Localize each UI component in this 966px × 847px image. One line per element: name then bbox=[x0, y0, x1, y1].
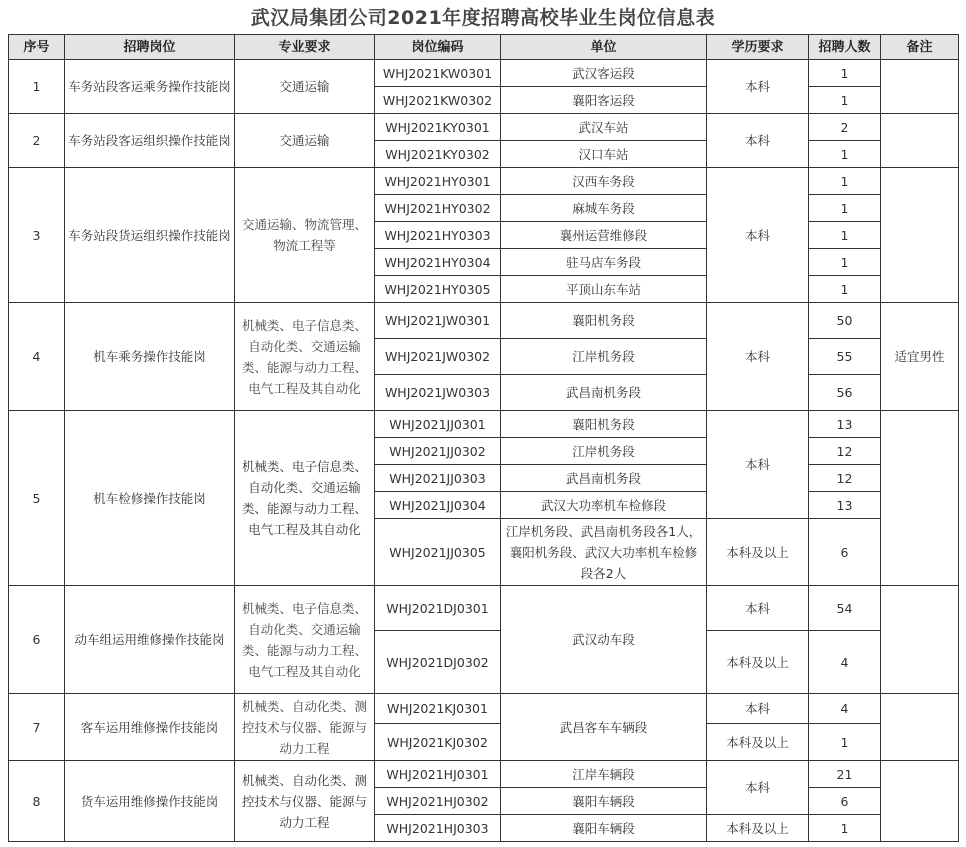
cell-unit: 襄阳机务段 bbox=[501, 303, 707, 339]
cell-count: 55 bbox=[809, 339, 881, 375]
cell-edu: 本科 bbox=[707, 60, 809, 114]
cell-code: WHJ2021JW0301 bbox=[375, 303, 501, 339]
cell-count: 12 bbox=[809, 438, 881, 465]
cell-count: 12 bbox=[809, 465, 881, 492]
cell-count: 4 bbox=[809, 631, 881, 694]
cell-note bbox=[881, 168, 959, 303]
cell-note bbox=[881, 411, 959, 586]
cell-edu: 本科及以上 bbox=[707, 631, 809, 694]
cell-edu: 本科 bbox=[707, 761, 809, 815]
cell-code: WHJ2021JJ0305 bbox=[375, 519, 501, 586]
cell-note bbox=[881, 761, 959, 842]
cell-unit: 襄阳客运段 bbox=[501, 87, 707, 114]
cell-code: WHJ2021JJ0302 bbox=[375, 438, 501, 465]
cell-edu: 本科 bbox=[707, 303, 809, 411]
table-row bbox=[9, 586, 959, 631]
cell-unit: 襄州运营维修段 bbox=[501, 222, 707, 249]
cell-major: 机械类、电子信息类、自动化类、交通运输类、能源与动力工程、电气工程及其自动化 bbox=[235, 303, 375, 411]
cell-code: WHJ2021JJ0304 bbox=[375, 492, 501, 519]
cell-unit: 武汉大功率机车检修段 bbox=[501, 492, 707, 519]
cell-seq: 7 bbox=[9, 694, 65, 761]
cell-code: WHJ2021KW0302 bbox=[375, 87, 501, 114]
cell-unit: 襄阳机务段 bbox=[501, 411, 707, 438]
cell-post: 客车运用维修操作技能岗 bbox=[65, 694, 235, 761]
cell-note: 适宜男性 bbox=[881, 303, 959, 411]
cell-code: WHJ2021KW0301 bbox=[375, 60, 501, 87]
header-edu: 学历要求 bbox=[707, 35, 809, 60]
cell-code: WHJ2021JW0302 bbox=[375, 339, 501, 375]
table-row bbox=[9, 60, 959, 87]
cell-unit: 襄阳车辆段 bbox=[501, 788, 707, 815]
cell-count: 2 bbox=[809, 114, 881, 141]
cell-unit: 平顶山东车站 bbox=[501, 276, 707, 303]
cell-count: 56 bbox=[809, 375, 881, 411]
cell-count: 1 bbox=[809, 168, 881, 195]
header-seq: 序号 bbox=[9, 35, 65, 60]
cell-note bbox=[881, 60, 959, 114]
table-row bbox=[9, 411, 959, 438]
header-post: 招聘岗位 bbox=[65, 35, 235, 60]
cell-code: WHJ2021KJ0302 bbox=[375, 724, 501, 761]
cell-edu: 本科 bbox=[707, 114, 809, 168]
cell-count: 1 bbox=[809, 141, 881, 168]
cell-edu: 本科 bbox=[707, 586, 809, 631]
cell-unit: 武汉车站 bbox=[501, 114, 707, 141]
cell-code: WHJ2021HY0305 bbox=[375, 276, 501, 303]
cell-count: 1 bbox=[809, 222, 881, 249]
cell-code: WHJ2021JW0303 bbox=[375, 375, 501, 411]
cell-code: WHJ2021HY0304 bbox=[375, 249, 501, 276]
cell-count: 1 bbox=[809, 195, 881, 222]
cell-unit: 麻城车务段 bbox=[501, 195, 707, 222]
cell-major: 机械类、自动化类、测控技术与仪器、能源与动力工程 bbox=[235, 761, 375, 842]
cell-major: 交通运输、物流管理、物流工程等 bbox=[235, 168, 375, 303]
cell-count: 1 bbox=[809, 815, 881, 842]
cell-count: 1 bbox=[809, 724, 881, 761]
cell-major: 交通运输 bbox=[235, 114, 375, 168]
table-row bbox=[9, 694, 959, 724]
cell-code: WHJ2021JJ0303 bbox=[375, 465, 501, 492]
cell-edu: 本科及以上 bbox=[707, 815, 809, 842]
cell-seq: 6 bbox=[9, 586, 65, 694]
cell-seq: 2 bbox=[9, 114, 65, 168]
cell-note bbox=[881, 694, 959, 761]
header-count: 招聘人数 bbox=[809, 35, 881, 60]
cell-post: 车务站段客运乘务操作技能岗 bbox=[65, 60, 235, 114]
cell-major: 交通运输 bbox=[235, 60, 375, 114]
cell-unit: 江岸机务段 bbox=[501, 339, 707, 375]
cell-code: WHJ2021HJ0303 bbox=[375, 815, 501, 842]
cell-post: 车务站段客运组织操作技能岗 bbox=[65, 114, 235, 168]
cell-unit: 武昌南机务段 bbox=[501, 465, 707, 492]
cell-count: 1 bbox=[809, 276, 881, 303]
table-row bbox=[9, 761, 959, 788]
cell-code: WHJ2021HY0302 bbox=[375, 195, 501, 222]
cell-seq: 1 bbox=[9, 60, 65, 114]
cell-count: 1 bbox=[809, 60, 881, 87]
page-title: 武汉局集团公司2021年度招聘高校毕业生岗位信息表 bbox=[250, 7, 716, 29]
job-table bbox=[8, 34, 959, 842]
cell-code: WHJ2021KY0301 bbox=[375, 114, 501, 141]
cell-major: 机械类、电子信息类、自动化类、交通运输类、能源与动力工程、电气工程及其自动化 bbox=[235, 586, 375, 694]
table-row bbox=[9, 168, 959, 195]
cell-edu: 本科 bbox=[707, 694, 809, 724]
cell-code: WHJ2021KY0302 bbox=[375, 141, 501, 168]
cell-unit: 武汉客运段 bbox=[501, 60, 707, 87]
header-row bbox=[9, 35, 959, 60]
cell-edu: 本科及以上 bbox=[707, 519, 809, 586]
cell-edu: 本科 bbox=[707, 411, 809, 519]
cell-major: 机械类、自动化类、测控技术与仪器、能源与动力工程 bbox=[235, 694, 375, 761]
cell-unit: 江岸机务段、武昌南机务段各1人，襄阳机务段、武汉大功率机车检修段各2人 bbox=[501, 519, 707, 586]
cell-note bbox=[881, 586, 959, 694]
cell-unit: 汉口车站 bbox=[501, 141, 707, 168]
cell-count: 13 bbox=[809, 411, 881, 438]
header-unit: 单位 bbox=[501, 35, 707, 60]
cell-count: 13 bbox=[809, 492, 881, 519]
cell-unit: 驻马店车务段 bbox=[501, 249, 707, 276]
cell-seq: 4 bbox=[9, 303, 65, 411]
cell-unit: 汉西车务段 bbox=[501, 168, 707, 195]
table-row bbox=[9, 303, 959, 339]
cell-code: WHJ2021HY0303 bbox=[375, 222, 501, 249]
cell-unit: 武汉动车段 bbox=[501, 586, 707, 694]
cell-unit: 武昌南机务段 bbox=[501, 375, 707, 411]
cell-count: 4 bbox=[809, 694, 881, 724]
cell-edu: 本科及以上 bbox=[707, 724, 809, 761]
cell-major: 机械类、电子信息类、自动化类、交通运输类、能源与动力工程、电气工程及其自动化 bbox=[235, 411, 375, 586]
header-major: 专业要求 bbox=[235, 35, 375, 60]
cell-count: 1 bbox=[809, 249, 881, 276]
cell-code: WHJ2021DJ0302 bbox=[375, 631, 501, 694]
table-row bbox=[9, 114, 959, 141]
cell-post: 机车乘务操作技能岗 bbox=[65, 303, 235, 411]
cell-unit: 江岸机务段 bbox=[501, 438, 707, 465]
cell-count: 50 bbox=[809, 303, 881, 339]
cell-post: 货车运用维修操作技能岗 bbox=[65, 761, 235, 842]
cell-code: WHJ2021KJ0301 bbox=[375, 694, 501, 724]
cell-code: WHJ2021JJ0301 bbox=[375, 411, 501, 438]
cell-count: 6 bbox=[809, 788, 881, 815]
cell-edu: 本科 bbox=[707, 168, 809, 303]
cell-note bbox=[881, 114, 959, 168]
cell-count: 1 bbox=[809, 87, 881, 114]
cell-post: 车务站段货运组织操作技能岗 bbox=[65, 168, 235, 303]
cell-count: 21 bbox=[809, 761, 881, 788]
cell-code: WHJ2021DJ0301 bbox=[375, 586, 501, 631]
cell-seq: 8 bbox=[9, 761, 65, 842]
cell-post: 动车组运用维修操作技能岗 bbox=[65, 586, 235, 694]
cell-code: WHJ2021HJ0301 bbox=[375, 761, 501, 788]
cell-code: WHJ2021HJ0302 bbox=[375, 788, 501, 815]
cell-unit: 襄阳车辆段 bbox=[501, 815, 707, 842]
header-note: 备注 bbox=[881, 35, 959, 60]
cell-seq: 5 bbox=[9, 411, 65, 586]
cell-count: 54 bbox=[809, 586, 881, 631]
header-code: 岗位编码 bbox=[375, 35, 501, 60]
cell-unit: 武昌客车车辆段 bbox=[501, 694, 707, 761]
cell-seq: 3 bbox=[9, 168, 65, 303]
cell-count: 6 bbox=[809, 519, 881, 586]
cell-post: 机车检修操作技能岗 bbox=[65, 411, 235, 586]
cell-code: WHJ2021HY0301 bbox=[375, 168, 501, 195]
cell-unit: 江岸车辆段 bbox=[501, 761, 707, 788]
